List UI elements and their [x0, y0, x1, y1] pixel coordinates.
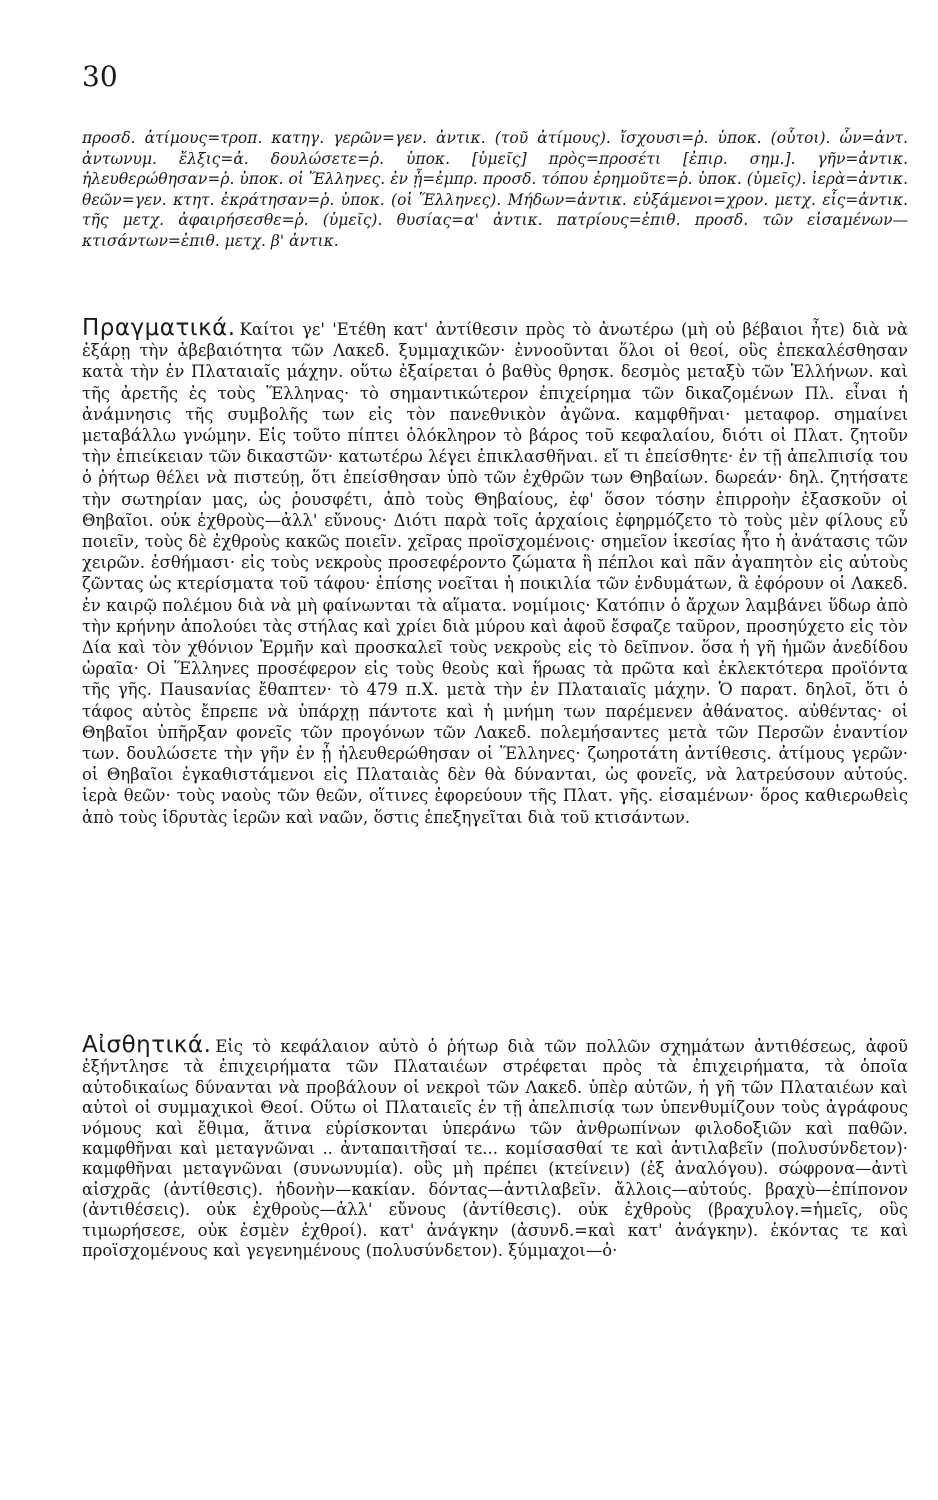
page-number: 30 — [82, 60, 118, 93]
section-aisthitika — [82, 1032, 908, 1261]
section-pragmatika — [82, 315, 908, 828]
section-title: Πραγματικά. — [82, 315, 236, 341]
section-body: Εἰς τὸ κεφάλαιον αὐτὸ ὁ ῥήτωρ διὰ τῶν πολλῶν σχημάτων ἀντιθέσεως, ἀφοῦ ἐξήντλησε τὰ ἐπιχειρήματα τῶν Πλαταιέων στρέφεται πρὸς τὰ ἐπιχειρήματα, τὰ ὁποῖα αὐτοδικαίως δύνανται νὰ προβάλουν οἱ νεκροὶ τῶν Λακεδ. ὑπὲρ αὐτῶν, ἡ γῆ τῶν Πλαταιέων καὶ αὐτοὶ οἱ συμμαχικοὶ Θεοί. Οὕτω οἱ Πλαταιεῖς ἐν τῇ ἀπελπισίᾳ των ὑπενθυμίζουν τοὺς ἀγράφους νόμους καὶ ἔθιμα, ἅτινα εὑρίσκονται ὑπεράνω τῶν ἀνθρωπίνων φιλοδοξιῶν καὶ παθῶν. καμφθῆναι καὶ μεταγνῶναι .. ἀνταπαιτῆσαί τε... κομίσασθαί τε καὶ ἀντιλαβεῖν (πολυσύνδετον)· καμφθῆναι μεταγνῶναι (συνωνυμία). οὓς μὴ πρέπει (κτείνειν) (ἐξ ἀναλόγου). σώφρονα—ἀντὶ αἰσχρᾶς (ἀντίθεσις). ἡδονὴν—κακίαν. δόντας—ἀντιλαβεῖν. ἄλλοις—αὐτούς. βραχὺ—ἐπίπονον (ἀντιθέσεις). οὐκ ἐχθροὺς—ἀλλ' εὔνους (ἀντίθεσις). οὐκ ἐχθροὺς (βραχυλογ.=ἡμεῖς, οὓς τιμωρήσεσε, οὐκ ἐσμὲν ἐχθροί). κατ' ἀνάγκην (ἀσυνδ.=καὶ κατ' ἀνάγκην). ἑκόντας τε καὶ προϊσχομένους καὶ γεγενημένους (πολυσύνδετον). ξύμμαχοι—ὁ· — [82, 1037, 908, 1261]
section-body: Καίτοι γε' 'Ετέθη κατ' ἀντίθεσιν πρὸς τὸ ἀνωτέρω (μὴ οὐ βέβαιοι ἦτε) διὰ νὰ ἐξάρῃ τὴν ἀβεβαιότητα τῶν Λακεδ. ξυμμαχικῶν· ἐννοοῦνται ὅλοι οἱ θεοί, οὓς ἐπεκαλέσθησαν κατὰ τὴν ἐν Πλαταιαῖς μάχην. οὕτω ἐξαίρεται ὁ βαθὺς θρησκ. δεσμὸς μεταξὺ τῶν Ἑλλήνων. καὶ τῆς ἀρετῆς ἐς τοὺς Ἕλληνας· τὸ σημαντικώτερον ἐπιχείρημα τῶν δικαζομένων Πλ. εἶναι ἡ ἀνάμνησις τῆς συμβολῆς των εἰς τὸν πανεθνικὸν ἀγῶνα. καμφθῆναι· μεταφορ. σημαίνει μεταβάλλω γνώμην. Εἰς τοῦτο πίπτει ὁλόκληρον τὸ βάρος τοῦ κεφαλαίου, διότι οἱ Πλατ. ζητοῦν τὴν ἐπιείκειαν τῶν δικαστῶν· κατωτέρω λέγει ἐπικλασθῆναι. εἴ τι ἐπείσθητε· ἐν τῇ ἀπελπισίᾳ του ὁ ῥήτωρ θέλει νὰ πιστεύῃ, ὅτι ἐπείσθησαν ὑπὸ τῶν ἐχθρῶν των Θηβαίων. δωρεάν· δηλ. ζητήσατε τὴν σωτηρίαν μας, ὡς ῥουσφέτι, ἀπὸ τοὺς Θηβαίους, ἐφ' ὅσον τόσην ἐπιρροὴν ἐξασκοῦν οἱ Θηβαῖοι. οὐκ ἐχθροὺς—ἀλλ' εὔνους· Διότι παρὰ τοῖς ἀρχαίοις ἐφηρμόζετο τὸ τοὺς μὲν φίλους εὖ ποιεῖν, τοὺς δὲ ἐχθροὺς κακῶς ποιεῖν. χεῖρας προϊσχομένοις· σημεῖον ἱκεσίας ἦτο ἡ ἀνάτασις τῶν χειρῶν. ἐσθήμασι· εἰς τοὺς νεκροὺς προσεφέροντο ζώματα ἢ πέπλοι καὶ πᾶν ἀγαπητὸν εἰς αὐτοὺς ζῶντας ὡς κτερίσματα τοῦ τάφου· ἐπίσης νοεῖται ἡ ποικιλία τῶν ἐνδυμάτων, ἃ ἐφόρουν οἱ Λακεδ. ἐν καιρῷ πολέμου διὰ νὰ μὴ φαίνωνται τὰ αἵματα. νομίμοις· Κατόπιν ὁ ἄρχων λαμβάνει ὕδωρ ἀπὸ τὴν κρήνην ἀπολούει τὰς στήλας καὶ χρίει διὰ μύρου καὶ ἀφοῦ ἔσφαζε ταῦρον, προσηύχετο εἰς τὸν Δία καὶ τὸν χθόνιον Ἑρμῆν καὶ προσκαλεῖ τοὺς νεκροὺς εἰς τὸ δεῖπνον. ὅσα ἡ γῆ ἡμῶν ἀνεδίδου ὡραῖα· Οἱ Ἕλληνες προσέφερον εἰς τοὺς θεοὺς καὶ ἥρωας τὰ πρῶτα καὶ ἐκλεκτότερα προϊόντα τῆς γῆς. Πausανίας ἔθαπτεν· τὸ 479 π.Χ. μετὰ τὴν ἐν Πλαταιαῖς μάχην. Ὁ παρατ. δηλοῖ, ὅτι ὁ τάφος αὐτὸς ἔπρεπε νὰ ὑπάρχῃ πάντοτε καὶ ἡ μνήμη των παρέμενεν ἀθάνατος. αὐθέντας· οἱ Θηβαῖοι ὑπῆρξαν φονεῖς τῶν προγόνων τῶν Λακεδ. πολεμήσαντες μετὰ τῶν Περσῶν ἐναντίον των. δουλώσετε τὴν γῆν ἐν ᾗ ἠλευθερώθησαν οἱ Ἕλληνες· ζωηροτάτη ἀντίθεσις. ἀτίμους γερῶν· οἱ Θηβαῖοι ἐγκαθιστάμενοι εἰς Πλαταιὰς δὲν θὰ δύνανται, ὡς φονεῖς, νὰ λατρεύσουν αὐτούς. ἱερὰ θεῶν· τοὺς ναοὺς τῶν θεῶν, οἵτινες ἐφορεύουν τῆς Πλατ. γῆς. εἱσαμένων· ὅρος καθιερωθεὶς ἀπὸ τοὺς ἱδρυτὰς ἱερῶν καὶ ναῶν, ὅστις ἐπεξηγεῖται διὰ τοῦ κτισάντων. — [82, 320, 908, 827]
section-title: Αἰσθητικά. — [82, 1032, 212, 1058]
grammar-note: προσδ. ἀτίμους=τροπ. κατηγ. γερῶν=γεν. ἀντικ. (τοῦ ἀτίμους). ἴσχουσι=ῥ. ὑποκ. (οὗτοι). ὧν=ἀντ. ἀντωνυμ. ἔλξις=ἀ. δουλώσετε=ῥ. ὑποκ. [ὑμεῖς] πρὸς=προσέτι [ἐπιρ. σημ.]. γῆν=ἀντικ. ἠλευθερώθησαν=ῥ. ὑποκ. οἱ Ἕλληνες. ἐν ᾗ=ἐμπρ. προσδ. τόπου ἐρημοῦτε=ῥ. ὑποκ. (ὑμεῖς). ἱερὰ=ἀντικ. θεῶν=γεν. κτητ. ἐκράτησαν=ῥ. ὑποκ. (οἱ Ἕλληνες). Μήδων=ἀντικ. εὐξάμενοι=χρον. μετχ. εἷς=ἀντικ. τῆς μετχ. ἀφαιρήσεσθε=ῥ. (ὑμεῖς). θυσίας=α' ἀντικ. πατρίους=ἐπιθ. προσδ. τῶν εἱσαμένων—κτισάντων=ἐπιθ. μετχ. β' ἀντικ. — [82, 129, 908, 250]
